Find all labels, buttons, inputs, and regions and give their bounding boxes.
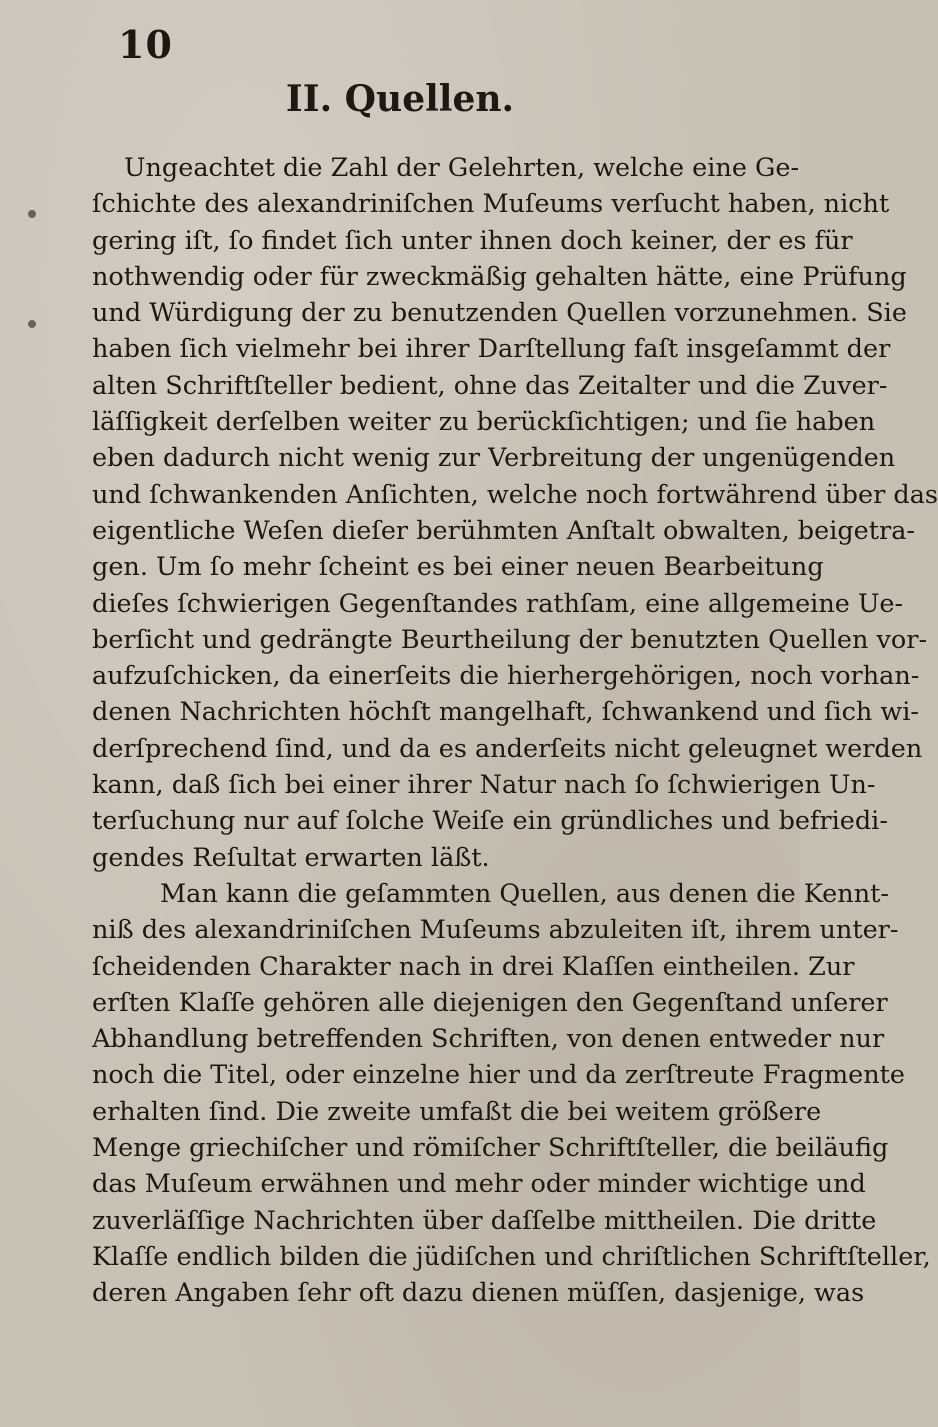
text-line: denen Nachrichten höchſt mangelhaft, ſchwankend und ſich wi- <box>92 697 920 728</box>
text-line: und Würdigung der zu benutzenden Quellen vorzunehmen. Sie <box>92 298 907 329</box>
section-heading: II. Quellen. <box>285 78 515 120</box>
text-line: ſcheidenden Charakter nach in drei Klaſſen eintheilen. Zur <box>92 951 855 982</box>
margin-mark <box>28 210 36 218</box>
page-number: 10 <box>118 22 173 67</box>
paragraph <box>92 150 938 876</box>
text-line: dieſes ſchwierigen Gegenſtandes rathſam, eine allgemeine Ue- <box>92 588 904 619</box>
text-line: derſprechend ſind, und da es anderſeits nicht geleugnet werden <box>92 733 923 764</box>
paragraph <box>92 876 931 1312</box>
text-line: Klaſſe endlich bilden die jüdiſchen und chriſtlichen Schriftſteller, <box>92 1241 931 1272</box>
text-line: läſſigkeit derſelben weiter zu berückſichtigen; und ſie haben <box>92 407 876 438</box>
text-line: Man kann die geſammten Quellen, aus denen die Kennt- <box>160 878 889 909</box>
text-line: gen. Um ſo mehr ſcheint es bei einer neuen Bearbeitung <box>92 552 824 583</box>
text-line: aufzuſchicken, da einerſeits die hierhergehörigen, noch vorhan- <box>92 661 920 692</box>
text-line: noch die Titel, oder einzelne hier und da zerſtreute Fragmente <box>92 1060 906 1091</box>
text-line: eigentliche Weſen dieſer berühmten Anſtalt obwalten, beigetra- <box>92 515 916 546</box>
text-line: kann, daß ſich bei einer ihrer Natur nach ſo ſchwierigen Un- <box>92 770 876 801</box>
text-line: deren Angaben ſehr oft dazu dienen müſſen, dasjenige, was <box>92 1278 865 1309</box>
text-line: ſchichte des alexandriniſchen Muſeums verſucht haben, nicht <box>92 189 890 220</box>
text-line: nothwendig oder für zweckmäßig gehalten hätte, eine Prüfung <box>92 261 907 292</box>
text-line: das Muſeum erwähnen und mehr oder minder wichtige und <box>92 1169 866 1200</box>
text-line: terſuchung nur auf ſolche Weiſe ein gründliches und befriedi- <box>92 806 888 837</box>
body-text <box>92 150 938 1312</box>
text-line: niß des alexandriniſchen Muſeums abzuleiten iſt, ihrem unter- <box>92 915 899 946</box>
text-line: alten Schriftſteller bedient, ohne das Zeitalter und die Zuver- <box>92 370 888 401</box>
text-line: Ungeachtet die Zahl der Gelehrten, welche eine Ge- <box>124 153 800 183</box>
text-line: berſicht und gedrängte Beurtheilung der benutzten Quellen vor- <box>92 624 928 655</box>
text-line: gendes Reſultat erwarten läßt. <box>92 842 490 873</box>
text-line: Abhandlung betreffenden Schriften, von denen entweder nur <box>92 1024 885 1055</box>
text-line: erhalten ſind. Die zweite umfaßt die bei weitem größere <box>92 1096 822 1127</box>
text-line: und ſchwankenden Anſichten, welche noch fortwährend über das <box>92 479 938 510</box>
text-line: erſten Klaſſe gehören alle diejenigen den Gegenſtand unſerer <box>92 987 888 1018</box>
margin-mark <box>28 320 36 328</box>
text-line: gering iſt, ſo findet ſich unter ihnen doch keiner, der es für <box>92 225 853 256</box>
text-line: eben dadurch nicht wenig zur Verbreitung der ungenügenden <box>92 443 896 474</box>
text-line: zuverläſſige Nachrichten über daſſelbe mittheilen. Die dritte <box>92 1205 877 1236</box>
text-line: Menge griechiſcher und römiſcher Schriftſteller, die beiläufig <box>92 1133 889 1164</box>
text-line: haben ſich vielmehr bei ihrer Darſtellung faſt insgeſammt der <box>92 334 891 365</box>
